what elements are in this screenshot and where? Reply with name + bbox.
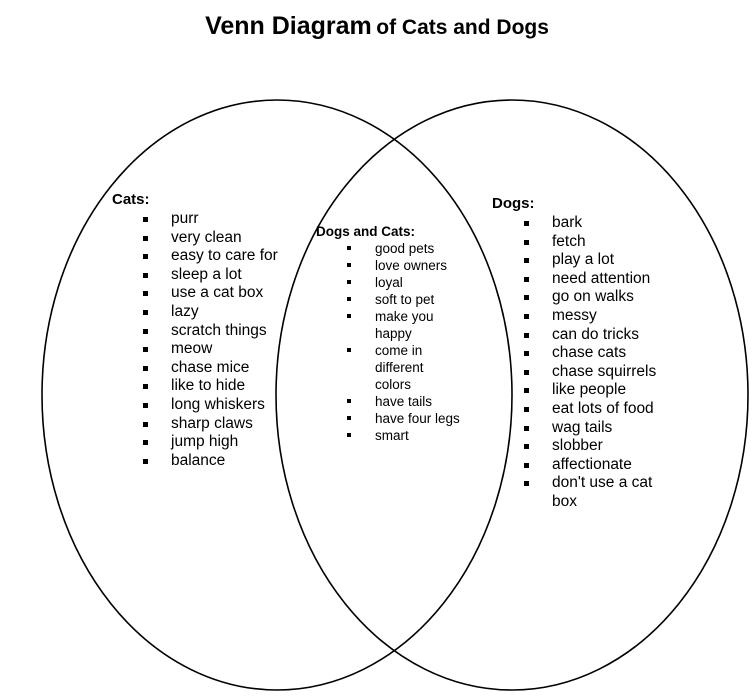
- list-item: have four legs: [316, 410, 463, 427]
- dogs-heading: Dogs:: [492, 195, 535, 212]
- list-item: easy to care for: [112, 247, 312, 266]
- list-item: very clean: [112, 229, 312, 248]
- list-item: messy: [492, 307, 670, 326]
- list-item: love owners: [316, 257, 463, 274]
- title-main: Venn Diagram: [205, 12, 372, 40]
- list-item: like to hide: [112, 377, 312, 396]
- list-item: have tails: [316, 393, 463, 410]
- cats-list: [112, 210, 312, 470]
- list-item: lazy: [112, 303, 312, 322]
- list-item: like people: [492, 381, 670, 400]
- list-item: soft to pet: [316, 291, 463, 308]
- list-item: slobber: [492, 437, 670, 456]
- list-item: scratch things: [112, 322, 312, 341]
- list-item: fetch: [492, 233, 670, 252]
- list-item: play a lot: [492, 251, 670, 270]
- list-item: need attention: [492, 270, 670, 289]
- list-item: can do tricks: [492, 326, 670, 345]
- list-item: balance: [112, 452, 312, 471]
- list-item: loyal: [316, 274, 463, 291]
- list-item: chase mice: [112, 359, 312, 378]
- list-item: bark: [492, 214, 670, 233]
- list-item: meow: [112, 340, 312, 359]
- dogs-list: [492, 214, 702, 512]
- list-item: use a cat box: [112, 284, 312, 303]
- dogs-and-cats-heading: Dogs and Cats:: [316, 224, 416, 239]
- list-item: jump high: [112, 433, 312, 452]
- list-item: chase cats: [492, 344, 670, 363]
- list-item: eat lots of food: [492, 400, 670, 419]
- dogs-and-cats-region: [316, 224, 466, 444]
- list-item: sleep a lot: [112, 266, 312, 285]
- list-item: long whiskers: [112, 396, 312, 415]
- title-sub: of Cats and Dogs: [376, 16, 549, 39]
- list-item: go on walks: [492, 288, 670, 307]
- list-item: good pets: [316, 240, 463, 257]
- list-item: don't use a cat box: [492, 474, 670, 511]
- list-item: smart: [316, 427, 463, 444]
- cats-heading: Cats:: [112, 191, 150, 208]
- dogs-region: [492, 195, 702, 512]
- list-item: chase squirrels: [492, 363, 670, 382]
- dogs-and-cats-list: [316, 240, 466, 444]
- list-item: come in different colors: [316, 342, 463, 393]
- list-item: affectionate: [492, 456, 670, 475]
- list-item: sharp claws: [112, 415, 312, 434]
- cats-region: [112, 191, 312, 470]
- list-item: wag tails: [492, 419, 670, 438]
- list-item: make you happy: [316, 308, 463, 342]
- list-item: purr: [112, 210, 312, 229]
